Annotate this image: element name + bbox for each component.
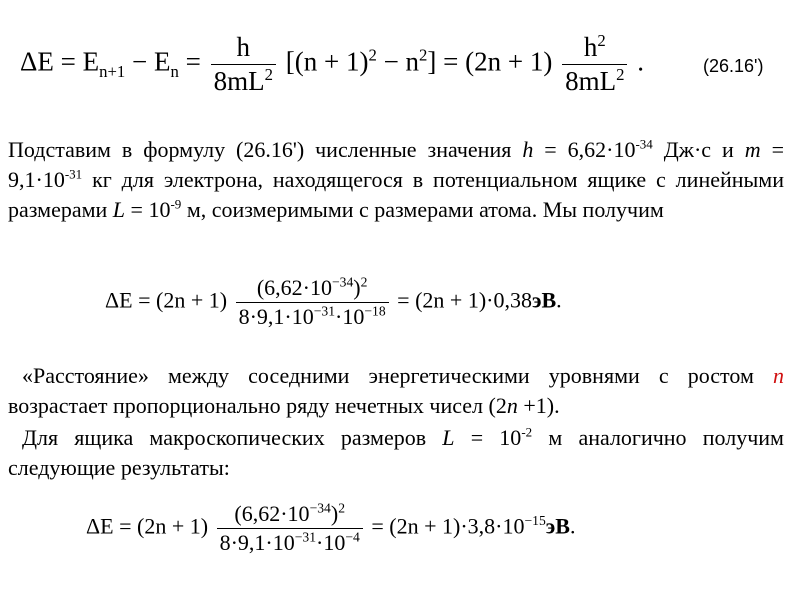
formula-number: (26.16') (703, 56, 764, 76)
p1-h-exponent: -34 (635, 136, 653, 152)
eq1-frac2-denominator (562, 65, 627, 95)
eq1-minus-E: − E (125, 46, 171, 77)
p1-text-2: = 6,62·10 (533, 137, 636, 162)
p3-L-symbol: L (442, 425, 455, 450)
paragraph-substitution (8, 135, 784, 225)
eq1-frac2-num-text: h (583, 32, 598, 62)
eq1-frac2-num-exp: 2 (597, 31, 606, 50)
p2-n-symbol: n (773, 363, 784, 388)
eq2-den-exp-2: −18 (364, 303, 386, 319)
eq3-den-text: 8·9,1·10 (219, 530, 295, 555)
eq1-equals: = (178, 46, 208, 77)
p2-text-3: +1). (517, 393, 560, 418)
p1-L-symbol: L (112, 197, 126, 222)
eq2-den-exp-1: −31 (313, 303, 336, 319)
eq3-numerator (217, 500, 363, 529)
eq1-frac2-numerator (562, 31, 627, 65)
eq2-den-text: 8·9,1·10 (238, 304, 314, 329)
eq2-unit: эВ (531, 287, 557, 313)
eq3-num-close: ) (330, 501, 339, 526)
eq1-dot: . (637, 46, 644, 77)
eq3-num-exp: −34 (309, 500, 331, 516)
eq3-denominator (217, 529, 363, 554)
p1-h-symbol: h (522, 137, 534, 162)
eq3-den-exp-1: −31 (294, 529, 317, 545)
eq1-fraction-2 (562, 31, 627, 96)
eq1-frac1-den-text: 8mL (213, 66, 265, 96)
p1-text-4: = 9,1·10 (8, 137, 784, 192)
p1-text-3: Дж·с и (652, 137, 745, 162)
eq1-minus-n: − n (376, 46, 420, 77)
energy-gap-atomic-formula (105, 274, 562, 329)
eq3-den-mid: ·10 (316, 530, 346, 555)
eq3-rhs-exp: −15 (524, 513, 546, 529)
eq2-num-close: ) (353, 275, 361, 300)
p1-text-5: кг для электрона, находящегося в потенциальном ящике с линейными размерами (8, 167, 784, 222)
eq1-subscript-n: n (170, 62, 179, 82)
eq2-num-text: (6,62·10 (256, 275, 332, 300)
p1-text-7: м, соизмеримыми с размерами атома. Мы получим (181, 197, 664, 222)
energy-difference-formula (20, 31, 644, 96)
eq2-num-exp: −34 (331, 274, 354, 290)
eq2-fraction (236, 274, 389, 329)
paragraph-level-spacing (8, 361, 784, 421)
eq1-bracket-exp: 2 (368, 45, 377, 65)
energy-gap-macroscopic-formula (86, 500, 576, 555)
eq2-den-mid: ·10 (335, 304, 365, 329)
eq3-rhs: = (2n + 1)·3,8·10 (371, 513, 525, 539)
p2-text-1: «Расстояние» между соседними энергетическими уровнями с ростом (22, 363, 773, 388)
p1-text-1: Подставим в формулу (26.16') численные значения (8, 137, 523, 162)
eq3-unit: эВ (545, 513, 570, 539)
p1-m-symbol: m (744, 137, 761, 162)
p1-m-exponent: -31 (64, 166, 83, 182)
eq3-end: . (569, 513, 576, 539)
eq2-end: . (556, 287, 562, 313)
eq1-frac2-den-exp: 2 (616, 65, 625, 84)
eq1-frac1-denominator (211, 65, 276, 95)
eq3-num-text: (6,62·10 (234, 501, 310, 526)
eq1-fraction-1 (211, 34, 276, 95)
eq2-denominator (236, 303, 389, 328)
eq2-lhs: ΔE = (2n + 1) (105, 287, 228, 313)
eq2-rhs: = (2n + 1)·0,38 (397, 287, 532, 313)
eq3-fraction (217, 500, 363, 555)
eq3-lhs: ΔE = (2n + 1) (86, 513, 209, 539)
eq1-lhs: ΔE = E (20, 46, 100, 77)
p2-n-symbol-2: n (506, 393, 518, 418)
paragraph-macroscopic (8, 423, 784, 483)
p3-text-2: = 10 (454, 425, 522, 450)
eq1-subscript-n1: n+1 (99, 62, 126, 82)
p3-L-exponent: -2 (521, 424, 533, 440)
p1-L-exponent: -9 (170, 196, 182, 212)
p1-text-6: = 10 (125, 197, 171, 222)
eq3-den-exp-2: −4 (345, 529, 360, 545)
eq1-bracket: [(n + 1) (285, 46, 369, 77)
eq1-frac1-den-exp: 2 (264, 65, 273, 84)
eq1-frac2-den-text: 8mL (565, 66, 617, 96)
p2-text-2: возрастает пропорционально ряду нечетных чисел (2 (8, 393, 507, 418)
eq1-n-exp: 2 (419, 45, 428, 65)
p3-text-1: Для ящика макроскопических размеров (22, 425, 443, 450)
eq2-numerator (236, 274, 389, 303)
eq3-num-power: 2 (338, 500, 346, 516)
p3-text-3: м аналогично получим следующие результаты: (8, 425, 784, 480)
eq1-bracket-end: ] = (2n + 1) (427, 46, 553, 77)
eq2-num-power: 2 (360, 274, 368, 290)
eq1-frac1-numerator: h (211, 34, 276, 65)
